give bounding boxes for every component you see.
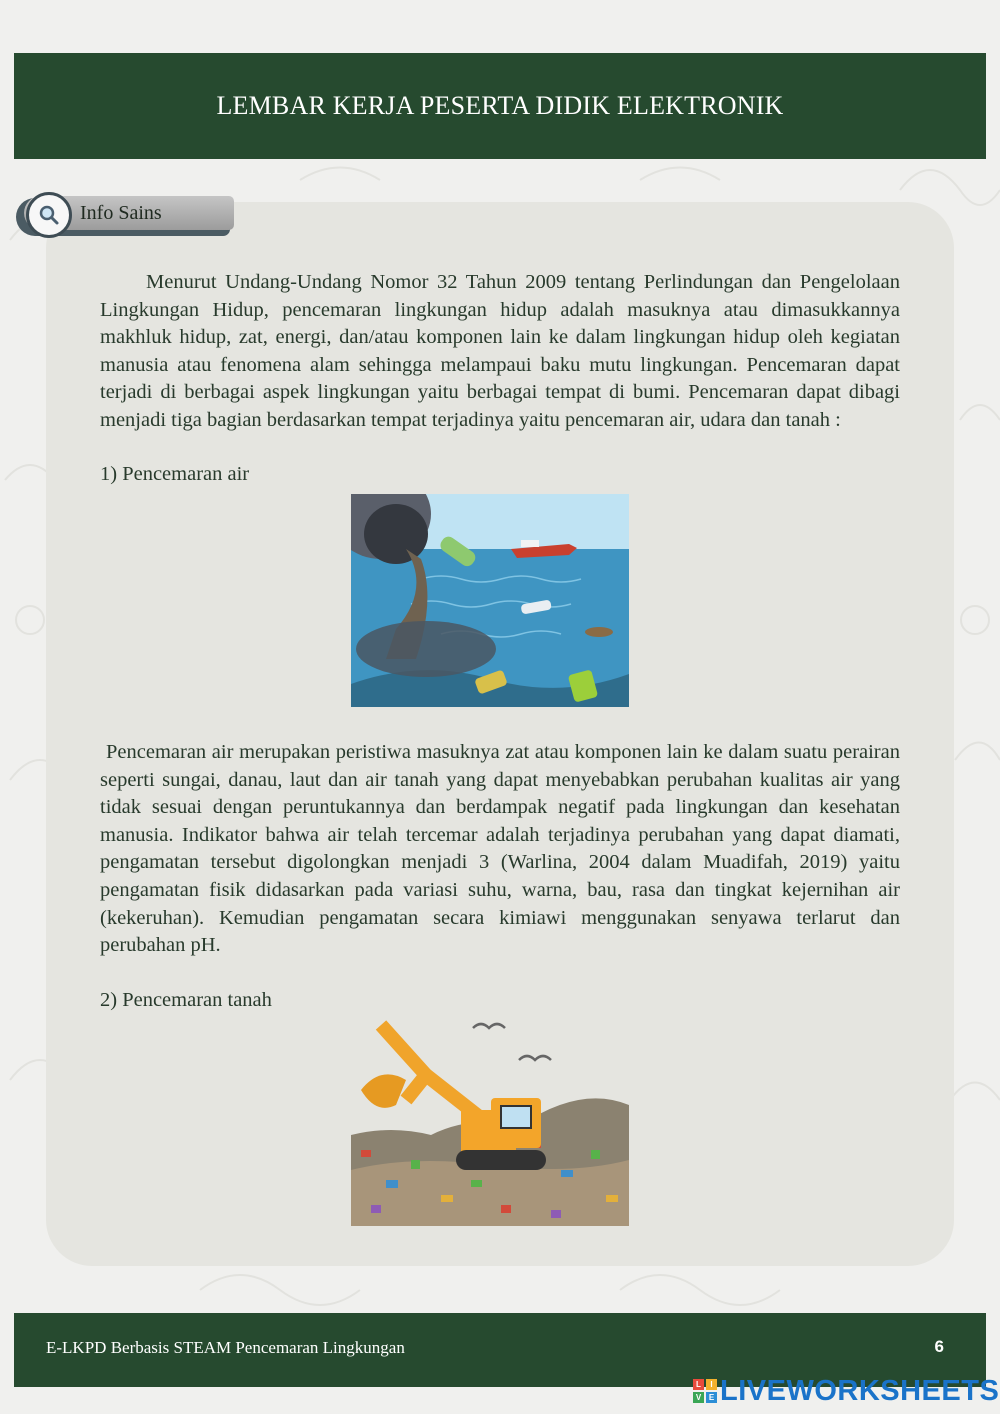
page-number: 6 [934,1337,944,1356]
logo-tile-i: I [706,1379,717,1390]
header-title: LEMBAR KERJA PESERTA DIDIK ELEKTRONIK [216,91,784,120]
list-item-water-pollution: 1) Pencemaran air [100,463,250,485]
info-tab-label: Info Sains [80,202,162,224]
magnifier-icon [38,204,60,226]
page-header [14,53,986,159]
intro-paragraph: Menurut Undang-Undang Nomor 32 Tahun 2009 tentang Perlindungan dan Pengelolaan Lingkungan Hidup, pencemaran lingkungan hidup adalah masuknya atau dimasukkannya makhluk hidup, zat, energi, dan/atau komponen lain ke dalam lingkungan hidup oleh kegiatan manusia atau fenomena alam sehingga melampaui baku mutu lingkungan. Pencemaran dapat terjadi di berbagai aspek lingkungan yaitu berbagai tempat di bumi. Pencemaran dapat dibagi menjadi tiga bagian berdasarkan tempat terjadinya yaitu pencemaran air, udara dan tanah : [100,271,900,431]
water-pollution-illustration [351,494,629,707]
water-pollution-paragraph: Pencemaran air merupakan peristiwa masuknya zat atau komponen lain ke dalam suatu perairan seperti sungai, danau, laut dan air tanah yang dapat menyebabkan perubahan kualitas air yang tidak sesuai dengan peruntukannya dan berdampak negatif pada lingkungan dan kesehatan manusia. Indikator bahwa air telah tercemar adalah terjadinya perubahan yang dapat diamati, pengamatan tersebut digolongkan menjadi 3 (Warlina, 2004 dalam Muadifah, 2019) yaitu pengamatan fisik didasarkan pada variasi suhu, warna, bau, rasa dan tingkat kejernihan air (kekeruhan). Kemudian pengamatan secara kimiawi menggunakan senyawa terlarut dan perubahan pH. [100,741,900,957]
magnifier-badge [26,192,72,238]
soil-pollution-illustration [351,1020,629,1226]
info-sains-tab [16,188,238,246]
logo-text: LIVEWORKSHEETS [720,1374,1000,1407]
liveworksheets-logo [693,1374,999,1408]
footer-title: E-LKPD Berbasis STEAM Pencemaran Lingkungan [46,1338,405,1357]
logo-tiles-icon [693,1379,717,1403]
list-item-soil-pollution: 2) Pencemaran tanah [100,989,272,1011]
logo-tile-v: V [693,1392,704,1403]
logo-tile-l: L [693,1379,704,1390]
logo-tile-e: E [706,1392,717,1403]
